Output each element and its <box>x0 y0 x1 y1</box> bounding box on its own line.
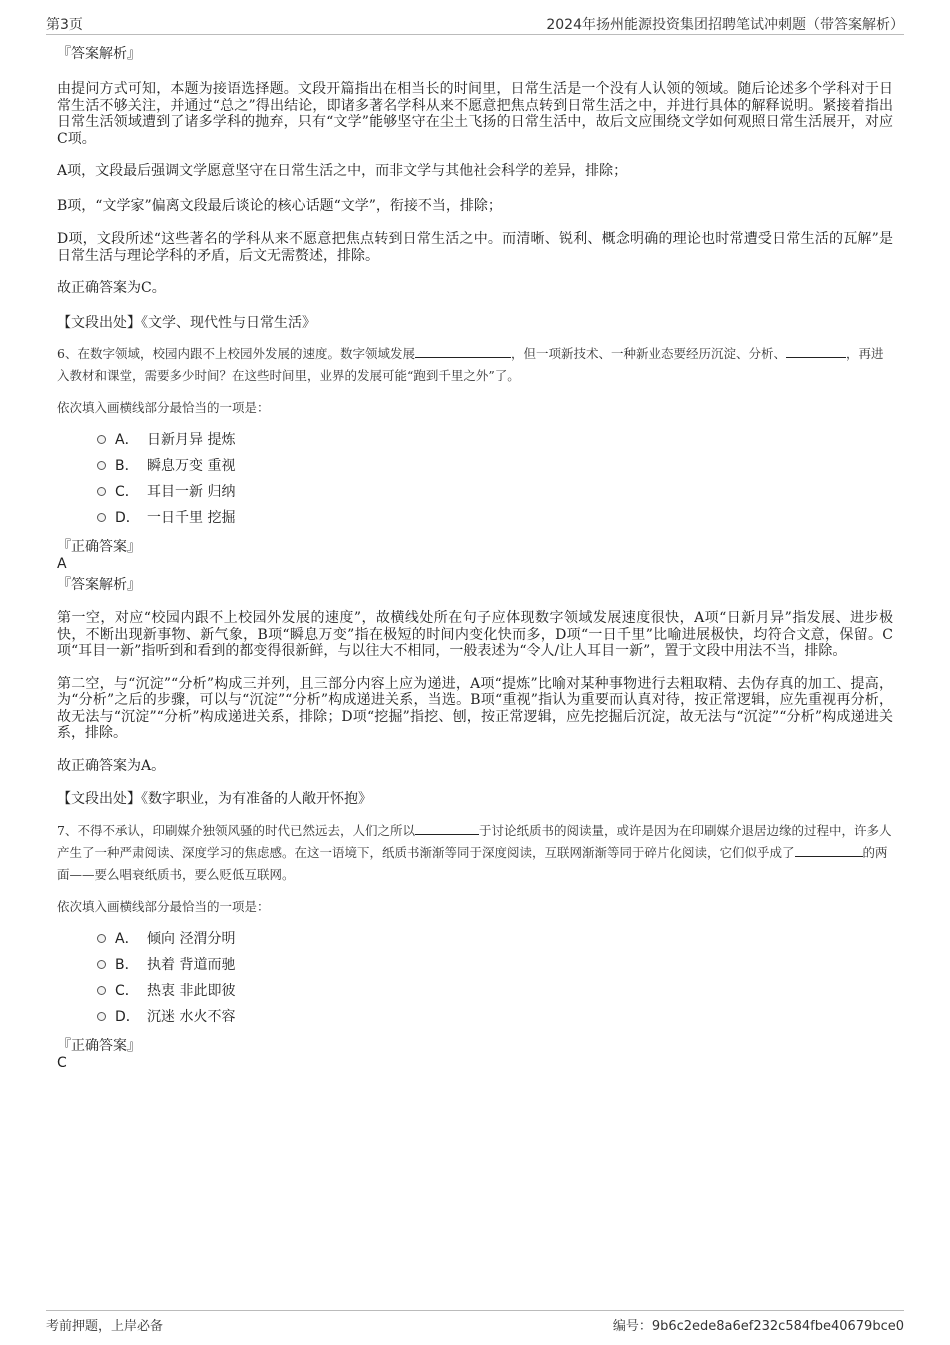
radio-button[interactable] <box>97 487 106 496</box>
question-stem: 7、不得不承认，印刷媒介独领风骚的时代已然远去，人们之所以 于讨论纸质书的阅读量，或许是因为在印刷媒介退居边缘的过程中，许多人产生了一种严肃阅读、深度学习的焦虑感。在这一语境下，纸质书渐渐等同于深度阅读，互联网渐渐等同于碎片化阅读，它们似乎成了 的两面——要么唱衰纸质书，要么贬低互联网。 <box>57 822 892 882</box>
analysis-label: 『答案解析』 <box>57 577 141 593</box>
radio-button[interactable] <box>97 1012 106 1021</box>
correct-answer: A <box>57 556 67 572</box>
option-list <box>57 429 893 533</box>
option-a[interactable]: A． 日新月异 提炼 <box>57 429 893 455</box>
page-header <box>46 12 904 35</box>
analysis-paragraph: 第一空，对应“校园内跟不上校园外发展的速度”，故横线处所在句子应体现数字领域发展速度很快，A项“日新月异”指发展、进步极快，不断出现新事物、新气象，B项“瞬息万变”指在极短的时间内变化快而多，D项“一日千里”比喻进展极快，均符合文意，保留。C项“耳目一新”指听到和看到的都变得很新鲜，与以往大不相同，一般表述为“令人/让人耳目一新”，置于文段中用法不当，排除。 <box>57 610 893 659</box>
answer-conclusion: 故正确答案为A。 <box>57 757 166 774</box>
radio-button[interactable] <box>97 960 106 969</box>
fill-blank <box>786 345 846 358</box>
source-citation: 【文段出处】《文学、现代性与日常生活》 <box>57 314 316 331</box>
analysis-paragraph: D项，文段所述“这些著名的学科从来不愿意把焦点转到日常生活之中。而清晰、锐利、概念明确的理论也时常遭受日常生活的瓦解”是日常生活与理论学科的矛盾，后文无需赘述，排除。 <box>57 231 893 264</box>
option-c[interactable]: C． 耳目一新 归纳 <box>57 481 893 507</box>
correct-answer-label: 『正确答案』 <box>57 1037 141 1054</box>
question-instruction: 依次填入画横线部分最恰当的一项是： <box>57 400 270 415</box>
source-citation: 【文段出处】《数字职业，为有准备的人敞开怀抱》 <box>57 791 372 807</box>
radio-button[interactable] <box>97 435 106 444</box>
option-c[interactable]: C． 热衷 非此即彼 <box>57 980 893 1006</box>
page-number: 第3页 <box>46 17 83 33</box>
fill-blank <box>415 822 479 835</box>
option-b[interactable]: B． 瞬息万变 重视 <box>57 455 893 481</box>
footer-slogan: 考前押题，上岸必备 <box>46 1319 164 1334</box>
fill-blank <box>795 844 863 857</box>
page-footer <box>46 1310 904 1335</box>
correct-answer: C <box>57 1054 67 1071</box>
analysis-label: 『答案解析』 <box>57 46 141 62</box>
radio-button[interactable] <box>97 986 106 995</box>
radio-button[interactable] <box>97 934 106 943</box>
radio-button[interactable] <box>97 461 106 470</box>
fill-blank <box>415 345 511 358</box>
document-id: 编号：9b6c2ede8a6ef232c584fbe40679bce0 <box>612 1319 904 1334</box>
analysis-paragraph: B项，“文学家”偏离文段最后谈论的核心话题“文学”，衔接不当，排除； <box>57 197 502 214</box>
analysis-paragraph: A项，文段最后强调文学愿意坚守在日常生活之中，而非文学与其他社会科学的差异，排除； <box>57 163 628 179</box>
option-b[interactable]: B． 执着 背道而驰 <box>57 954 893 980</box>
analysis-paragraph: 由提问方式可知，本题为接语选择题。文段开篇指出在相当长的时间里，日常生活是一个没有人认领的领域。随后论述多个学科对于日常生活不够关注，并通过“总之”得出结论，即诸多著名学科从来不愿意把焦点转到日常生活之中，并进行具体的解释说明。紧接着指出日常生活领域遭到了诸多学科的抛弃，只有“文学”能够坚守在尘土飞扬的日常生活中，故后文应围绕文学如何观照日常生活展开，对应C项。 <box>57 81 893 147</box>
correct-answer-label: 『正确答案』 <box>57 539 141 555</box>
page-content <box>57 46 893 1072</box>
option-list <box>57 928 893 1032</box>
analysis-paragraph: 第二空，与“沉淀”“分析”构成三并列，且三部分内容上应为递进，A项“提炼”比喻对某种事物进行去粗取精、去伪存真的加工、提高，为“分析”之后的步骤，可以与“沉淀”“分析”构成递进关系，当选。B项“重视”指认为重要而认真对待，按正常逻辑，应先重视再分析，故无法与“沉淀”“分析”构成递进关系，排除；D项“挖掘”指挖、刨，按正常逻辑，应先挖掘后沉淀，故无法与“沉淀”“分析”构成递进关系，排除。 <box>57 675 893 741</box>
answer-conclusion: 故正确答案为C。 <box>57 280 166 296</box>
option-d[interactable]: D． 沉迷 水火不容 <box>57 1006 893 1032</box>
option-a[interactable]: A． 倾向 泾渭分明 <box>57 928 893 954</box>
question-instruction: 依次填入画横线部分最恰当的一项是： <box>57 898 270 914</box>
option-d[interactable]: D． 一日千里 挖掘 <box>57 507 893 533</box>
question-stem: 6、在数字领域，校园内跟不上校园外发展的速度。数字领域发展 ，但一项新技术、一种新业态要经历沉淀、分析、 ，再进入教材和课堂，需要多少时间？在这些时间里，业界的发展可能“跑到千里之外”了。 <box>57 346 884 383</box>
radio-button[interactable] <box>97 513 106 522</box>
document-title: 2024年扬州能源投资集团招聘笔试冲刺题（带答案解析） <box>546 17 904 33</box>
